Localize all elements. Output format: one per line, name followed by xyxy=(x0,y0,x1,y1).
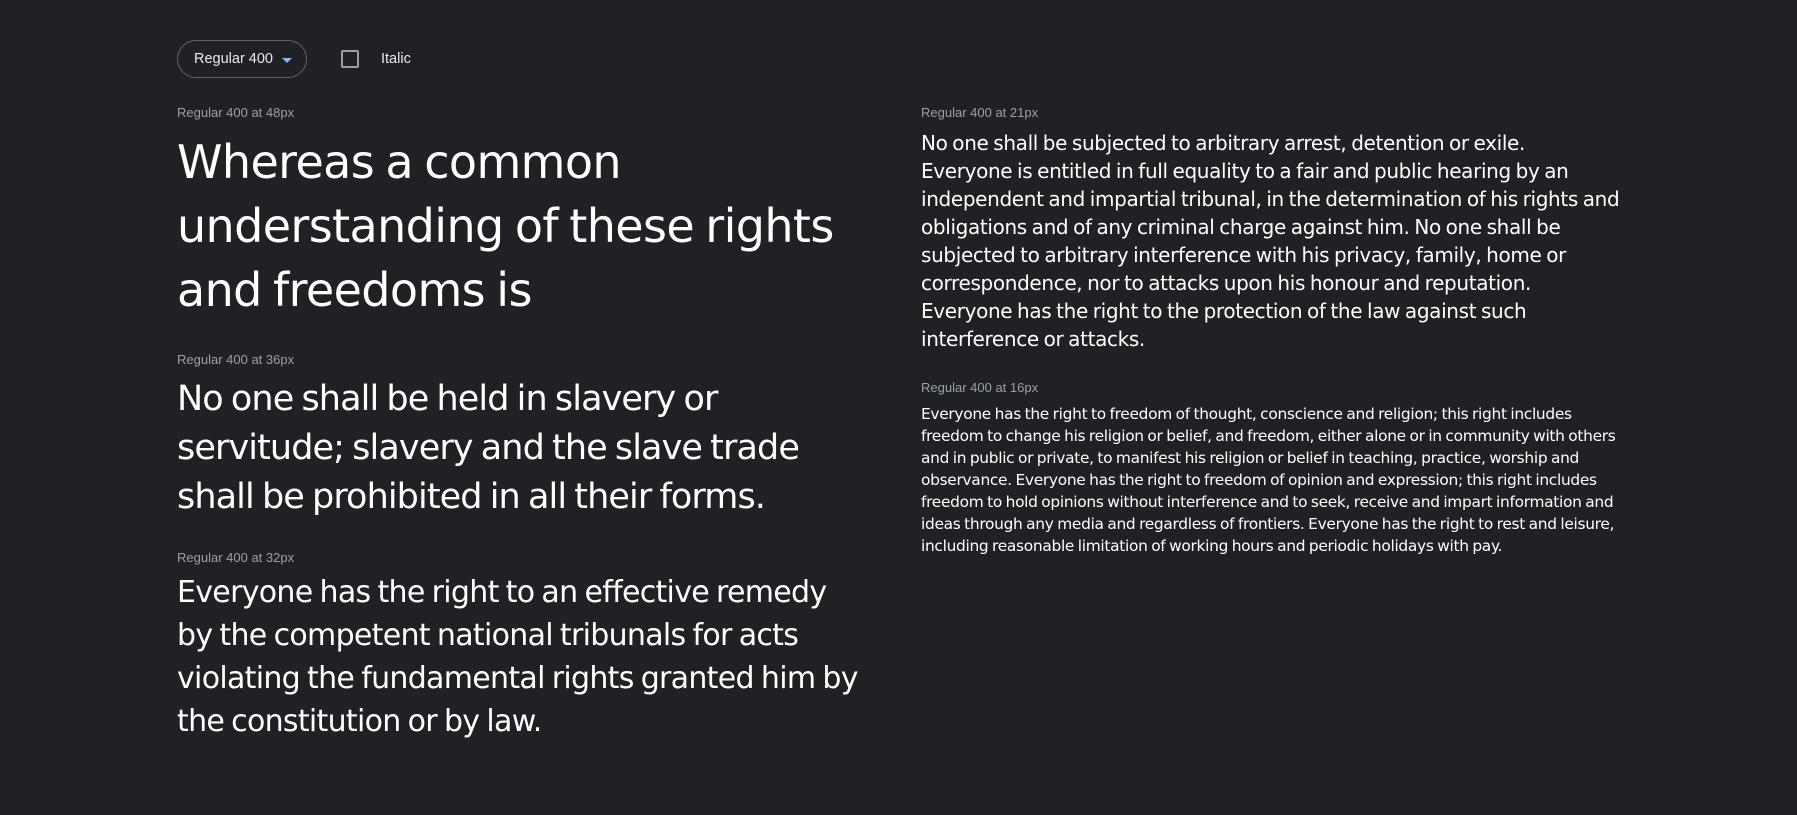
italic-label: Italic xyxy=(381,51,411,67)
sample-caption: Regular 400 at 48px xyxy=(177,105,295,120)
italic-checkbox[interactable] xyxy=(341,50,359,68)
sample-toolbar xyxy=(177,40,411,78)
sample-block-21px xyxy=(921,105,1621,353)
sample-caption: Regular 400 at 32px xyxy=(177,550,295,565)
sample-block-48px xyxy=(177,105,867,322)
sample-caption: Regular 400 at 36px xyxy=(177,352,295,367)
sample-block-16px xyxy=(921,380,1621,557)
sample-block-36px xyxy=(177,352,867,522)
sample-caption: Regular 400 at 21px xyxy=(921,105,1039,120)
sample-block-32px xyxy=(177,550,867,743)
caret-down-icon xyxy=(282,58,292,63)
style-dropdown[interactable] xyxy=(177,40,307,78)
sample-text: Everyone has the right to an effective remedy by the competent national tribunals for acts violating the fundamental rights granted him by the constitution or by law. xyxy=(177,575,858,739)
sample-caption: Regular 400 at 16px xyxy=(921,380,1039,395)
italic-toggle[interactable] xyxy=(341,50,411,68)
style-dropdown-label: Regular 400 xyxy=(194,51,273,67)
sample-text: No one shall be held in slavery or servitude; slavery and the slave trade shall be prohibited in all their forms. xyxy=(177,379,799,517)
sample-text: No one shall be subjected to arbitrary arrest, detention or exile. Everyone is entitled in full equality to a fair and public hearing by an independent and impartial tribunal, in the determination of his rights and obligations and of any criminal charge against him. No one shall be subjected to arbitrary interference with his privacy, family, home or correspondence, nor to attacks upon his honour and reputation. Everyone has the right to the protection of the law against such interference or attacks. xyxy=(921,131,1620,351)
sample-text: Everyone has the right to freedom of thought, conscience and religion; this right includes freedom to change his religion or belief, and freedom, either alone or in community with others and in public or private, to manifest his religion or belief in teaching, practice, worship and observance. Everyone has the right to freedom of opinion and expression; this right includes freedom to hold opinions without interference and to seek, receive and impart information and ideas through any media and regardless of frontiers. Everyone has the right to rest and leisure, including reasonable limitation of working hours and periodic holidays with pay. xyxy=(921,405,1616,555)
sample-text: Whereas a common understanding of these rights and freedoms is xyxy=(177,135,834,317)
